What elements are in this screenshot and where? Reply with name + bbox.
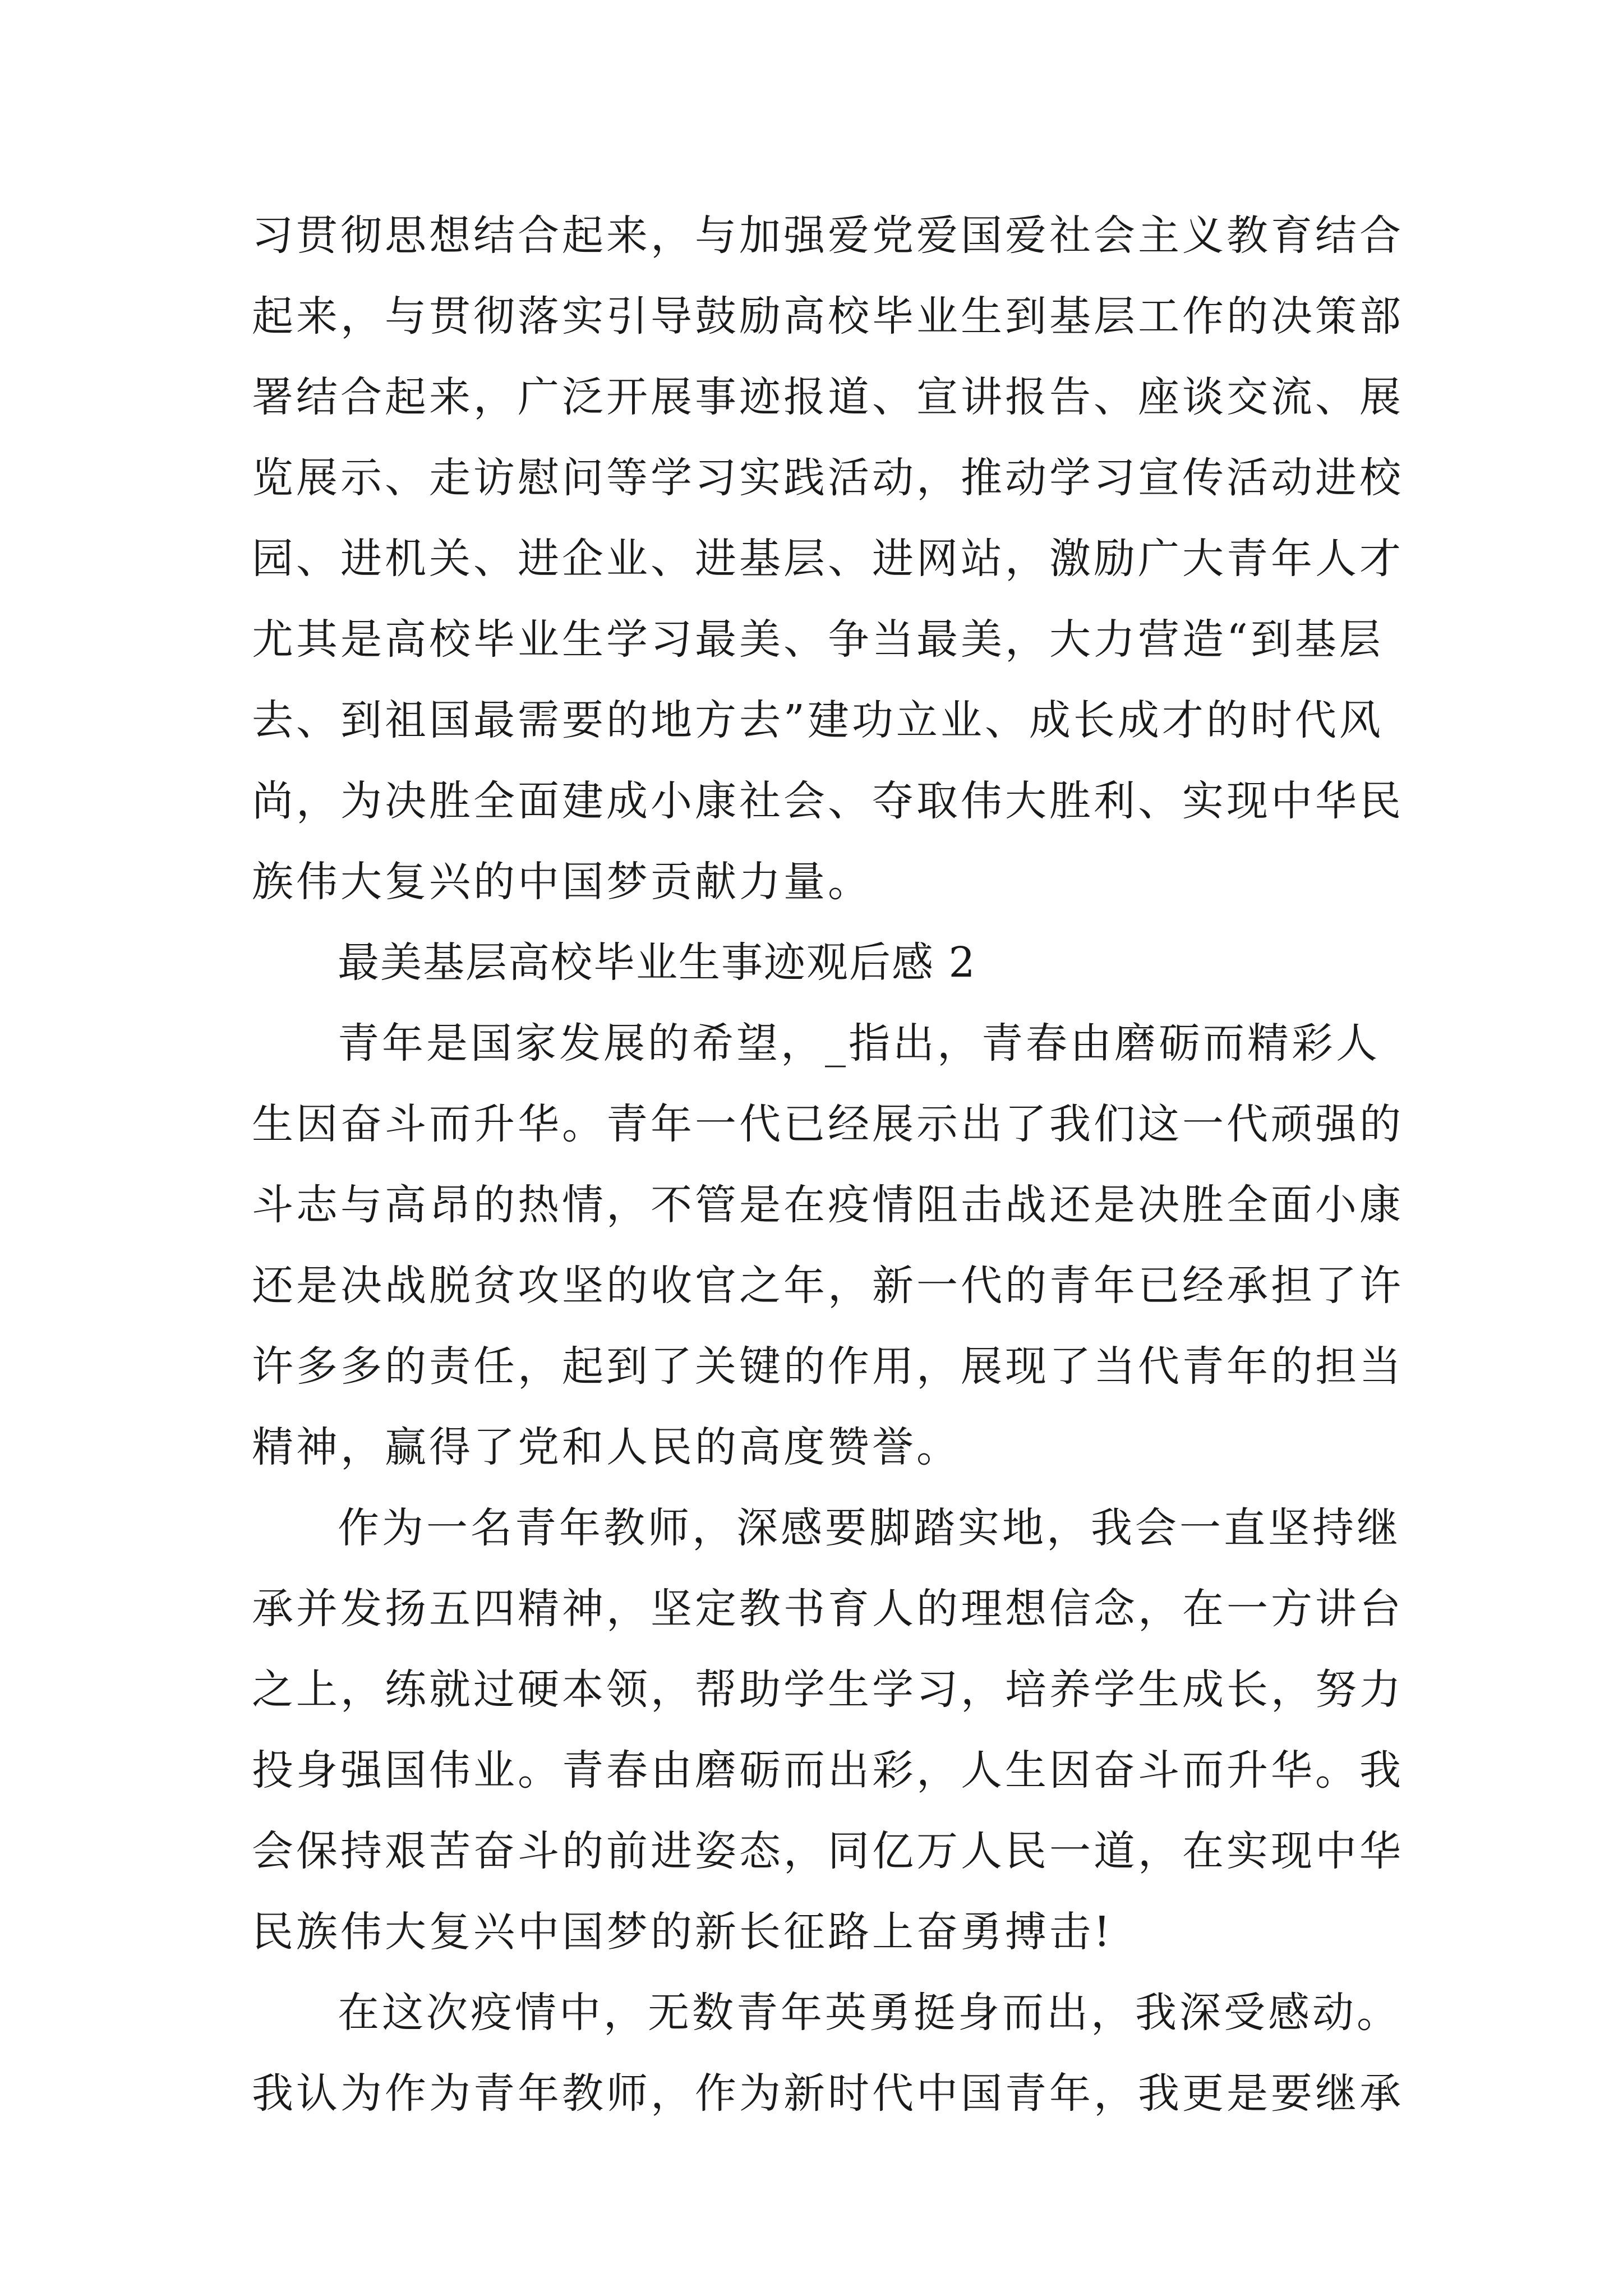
body-text-line: 民族伟大复兴中国梦的新长征路上奋勇搏击! [252,1908,1113,1956]
body-text-line: 斗志与高昂的热情，不管是在疫情阻击战还是决胜全面小康 [252,1181,1404,1229]
section-title: 最美基层高校毕业生事迹观后感 2 [338,938,976,987]
body-text-line: 在这次疫情中，无数青年英勇挺身而出，我深受感动。 [338,1989,1401,2037]
body-text-line: 习贯彻思想结合起来，与加强爱党爱国爱社会主义教育结合 [252,211,1404,260]
body-text-line: 览展示、走访慰问等学习实践活动，推动学习宣传活动进校 [252,454,1404,502]
body-text-line: 署结合起来，广泛开展事迹报道、宣讲报告、座谈交流、展 [252,373,1404,421]
body-text-line: 尤其是高校毕业生学习最美、争当最美，大力营造“到基层 [252,615,1384,664]
body-text-line: 精神，赢得了党和人民的高度赞誉。 [252,1423,961,1471]
body-text-line: 尚，为决胜全面建成小康社会、夺取伟大胜利、实现中华民 [252,777,1404,825]
body-text-line: 之上，练就过硬本领，帮助学生学习，培养学生成长，努力 [252,1665,1404,1714]
body-text-line: 投身强国伟业。青春由磨砺而出彩，人生因奋斗而升华。我 [252,1746,1404,1795]
body-text-line: 我认为作为青年教师，作为新时代中国青年，我更是要继承 [252,2069,1404,2118]
body-text-line: 许多多的责任，起到了关键的作用，展现了当代青年的担当 [252,1342,1404,1391]
body-text-line: 承并发扬五四精神，坚定教书育人的理想信念，在一方讲台 [252,1585,1404,1633]
body-text-line: 去、到祖国最需要的地方去”建功立业、成长成才的时代风 [252,696,1384,744]
body-text-line: 会保持艰苦奋斗的前进姿态，同亿万人民一道，在实现中华 [252,1827,1404,1875]
body-text-line: 族伟大复兴的中国梦贡献力量。 [252,858,872,906]
body-text-line: 还是决战脱贫攻坚的收官之年，新一代的青年已经承担了许 [252,1262,1404,1310]
body-text-line: 起来，与贯彻落实引导鼓励高校毕业生到基层工作的决策部 [252,292,1404,341]
body-text-line: 园、进机关、进企业、进基层、进网站，激励广大青年人才 [252,535,1404,583]
body-text-line: 生因奋斗而升华。青年一代已经展示出了我们这一代顽强的 [252,1100,1404,1148]
body-text-line: 青年是国家发展的希望，_指出，青春由磨砺而精彩人 [338,1019,1380,1068]
body-text-line: 作为一名青年教师，深感要脚踏实地，我会一直坚持继 [338,1504,1401,1552]
